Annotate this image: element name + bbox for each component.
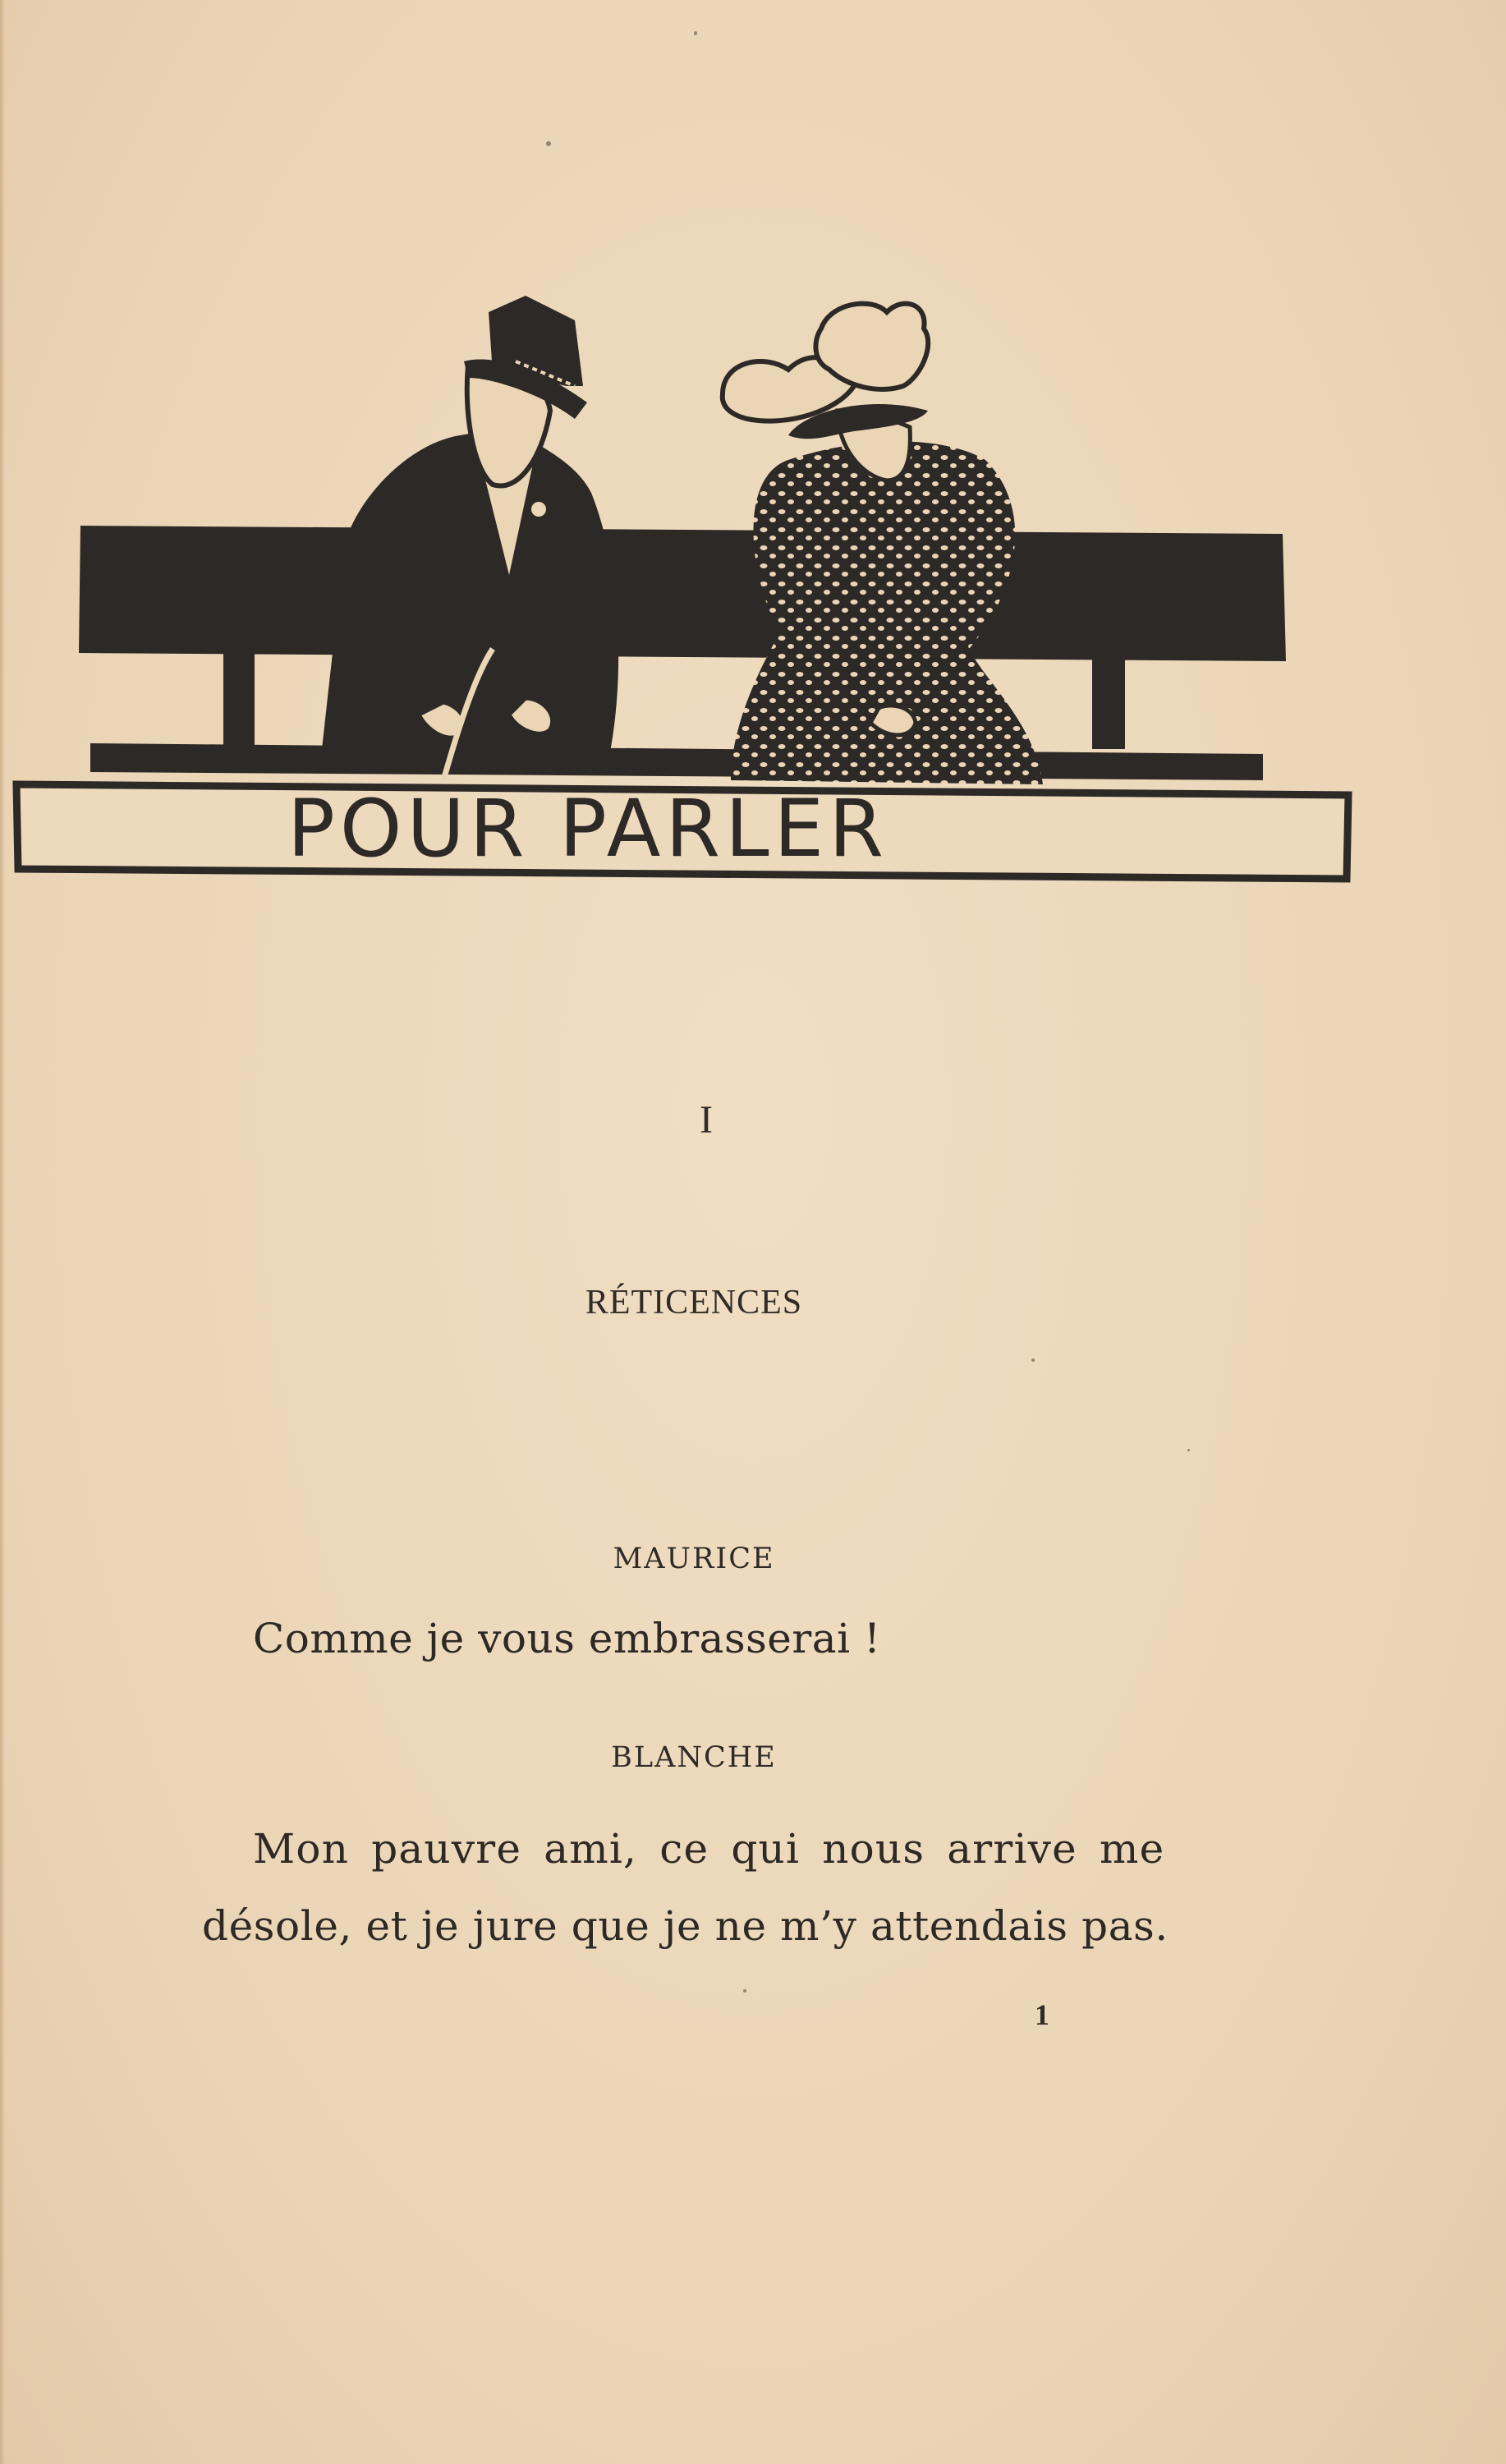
chapter-title: RÉTICENCES (585, 1284, 803, 1322)
paper-speck (743, 1989, 746, 1993)
paper-speck (694, 31, 697, 35)
top-hat-man-icon (320, 296, 618, 780)
paper-speck (546, 141, 551, 146)
header-vignette (0, 0, 1506, 895)
dialogue-line: Comme je vous embrasserai ! (253, 1615, 881, 1662)
chapter-numeral: I (700, 1098, 713, 1142)
feathered-hat-woman-icon (723, 304, 1043, 784)
banner-title: POUR PARLER (287, 783, 888, 875)
paper-speck (1187, 1449, 1190, 1451)
dialogue-line: désole, et je jure que je ne m’y attendais pas. (202, 1902, 1169, 1950)
paper-speck (1031, 1358, 1035, 1362)
dialogue-line: Mon pauvre ami, ce qui nous arrive me (253, 1825, 1165, 1873)
title-banner (16, 783, 1348, 879)
page-number: 1 (1035, 1998, 1049, 2031)
park-bench-icon (79, 526, 1286, 780)
speaker-name: MAURICE (613, 1542, 775, 1575)
speaker-name: BLANCHE (611, 1741, 777, 1774)
